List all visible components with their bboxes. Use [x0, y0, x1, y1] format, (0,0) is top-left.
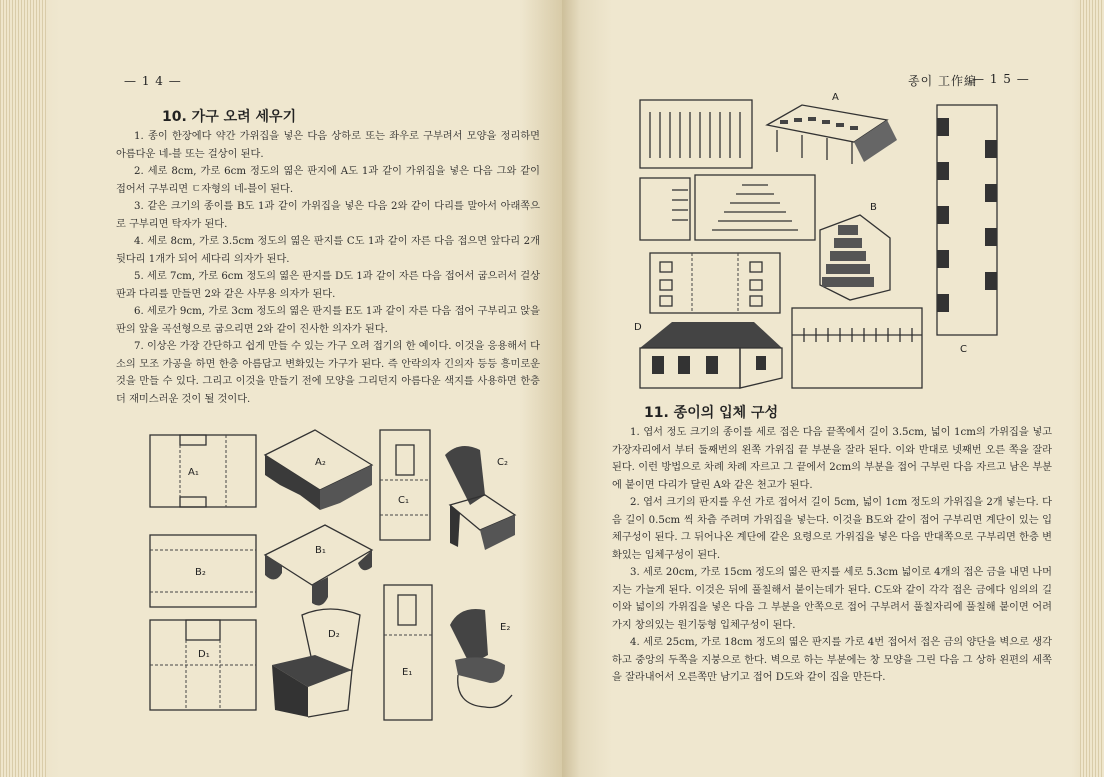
figure-a-structure	[767, 92, 897, 164]
figure-b2-pattern	[150, 535, 256, 607]
figure-c-tower	[937, 105, 997, 355]
figure-d-house	[634, 322, 782, 388]
label-c: C	[960, 344, 967, 355]
furniture-diagram	[140, 425, 540, 725]
right-page	[562, 0, 1104, 777]
right-page-number: — 1 5 —	[972, 72, 1030, 86]
label-d2: D₂	[328, 629, 340, 640]
paragraph: 2. 엽서 크기의 판지를 우선 가로 접어서 길이 5cm, 넓이 1cm 정도의 가위집을 2개 넣는다. 다음 길이 0.5cm 씩 차츰 주려며 가위집을 넣는다. 이것을 B도와 같이 접어 구부리면 계단이 있는 입체구성이 된다. 그 뒤어나온 계단에 같은 요령으로 가위집을 넣은 다음 반대쪽으로 구부리면 한층 변화있는 입체구성이 된다.	[612, 497, 1052, 561]
paragraph: 1. 엽서 정도 크기의 종이를 세로 접은 다음 끝쪽에서 길이 3.5cm, 넓이 1cm의 가위집을 넣고 가장자리에서 부터 둘째번의 왼쪽 가위집 끝 부분을 잘라 된다. 이와 반대로 넷째번 오른 쪽을 잘라 된다. 이런 방법으로 차례 차례 자르고 그 끝에서 2cm의 부분을 접어 구부린 다음 자르고 남은 부분에 붙이면 다리가 달린 A와 같은 천고가 된다.	[612, 427, 1052, 491]
section-title-11: 11. 종이의 입체 구성	[644, 405, 779, 421]
page-edge-left	[0, 0, 46, 777]
paragraph: 5. 세로 7cm, 가로 6cm 정도의 엷은 판지를 D도 1과 같이 자른 다음 접어서 굽으러서 걸상판과 다리를 만들면 2와 같은 사무용 의자가 된다.	[116, 271, 540, 300]
figure-a2-table	[265, 430, 372, 510]
figure-b-pattern-left	[640, 178, 690, 240]
paragraph: 4. 세로 8cm, 가로 3.5cm 정도의 엷은 판지를 C도 1과 같이 자른 다음 접으면 앞다리 2개 뒷다리 1개가 되어 세다리 의자가 된다.	[116, 236, 540, 265]
label-e2: E₂	[500, 622, 511, 633]
section-11-body	[612, 424, 1052, 687]
label-c1: C₁	[398, 495, 409, 506]
figure-b1-table	[265, 525, 372, 605]
figure-b-steps	[820, 202, 890, 300]
figure-c1-pattern	[380, 430, 430, 540]
label-a: A	[832, 92, 839, 103]
furniture-figures	[140, 425, 540, 725]
section-10-body	[116, 128, 540, 408]
paragraph: 6. 세로가 9cm, 가로 3cm 정도의 엷은 판지를 E도 1과 같이 자른 다음 접어 구부리고 앉을판의 앞을 곡선형으로 굽으리면 2와 같이 진사한 의자가 된다.	[116, 306, 540, 335]
figure-d1-pattern	[150, 620, 256, 710]
label-b: B	[870, 202, 877, 213]
label-a1: A₁	[188, 467, 199, 478]
paragraph: 7. 이상은 가장 간단하고 쉽게 만들 수 있는 가구 오려 접기의 한 예이다. 이것을 응용해서 다소의 모조 가공을 하면 한층 아름답고 변화있는 가구가 된다. 즉 안락의자 긴의자 등등 흥미로운 것을 만들 수 있다. 그리고 이것을 만들기 전에 모양을 그리던지 아름다운 색지를 사용하면 한층 더 재미스러운 것이 될 것이다.	[116, 341, 540, 405]
section-title-10: 10. 가구 오려 세우기	[162, 109, 297, 125]
label-d1: D₁	[198, 649, 210, 660]
label-b1: B₁	[315, 545, 326, 556]
figure-e1-pattern	[384, 585, 432, 720]
page-edge-right	[1080, 0, 1104, 777]
figure-a-pattern	[640, 100, 752, 168]
running-head: 종이 工作編	[908, 74, 977, 88]
paper-structure-diagram	[632, 90, 1012, 395]
figure-b-pattern-steps	[695, 175, 815, 240]
paper-structure-figures	[632, 90, 1012, 395]
figure-d2-chair	[272, 609, 360, 717]
paragraph: 3. 같은 크기의 종이를 B도 1과 같이 가위집을 넣은 다음 2와 같이 다리를 말아서 아래쪽으로 구부리면 탁자가 된다.	[116, 201, 540, 230]
label-d: D	[634, 322, 642, 333]
label-c2: C₂	[497, 457, 508, 468]
left-page-number: — 1 4 —	[124, 74, 182, 88]
paragraph: 1. 종이 한장에다 약간 가위집을 넣은 다음 상하로 또는 좌우로 구부려서 모양을 정리하면 아름다운 네-블 또는 걸상이 된다.	[116, 131, 540, 160]
figure-c-pattern	[792, 308, 922, 388]
label-a2: A₂	[315, 457, 326, 468]
label-b2: B₂	[195, 567, 206, 578]
paragraph: 2. 세로 8cm, 가로 6cm 정도의 엷은 판지에 A도 1과 같이 가위집을 넣은 다음 그와 같이 접어서 구부리면 ㄷ자형의 네-블이 된다.	[116, 166, 540, 195]
label-e1: E₁	[402, 667, 413, 678]
figure-a1-pattern	[150, 435, 256, 507]
figure-d-pattern	[650, 253, 780, 313]
paragraph: 4. 세로 25cm, 가로 18cm 정도의 엷은 판지를 가로 4번 접어서 접은 금의 양단을 벽으로 생각하고 중앙의 두쪽을 지붕으로 한다. 벽으로 하는 부분에는 창 모양을 그린 다음 그 상하 왼편의 세쪽을 잘라내어서 오른쪽만 남기고 접어 D도와 같이 집을 만든다.	[612, 637, 1052, 683]
figure-c2-chair	[445, 446, 515, 550]
figure-e2-chair	[450, 609, 512, 708]
paragraph: 3. 세로 20cm, 가로 15cm 정도의 엷은 판지를 세로 5.3cm 넓이로 4개의 접은 금을 내면 나머지는 가늘게 된다. 이것은 뒤에 풀칠해서 붙이는데가 된다. C도와 같이 각각 접은 금에다 임의의 길이와 넓이의 가위집을 넣은 다음 그 부분을 안쪽으로 접어 구부려서 풀칠자리에 풀칠해 붙이면 어려가지 창의있는 원기둥형 입체구성이 된다.	[612, 567, 1052, 631]
